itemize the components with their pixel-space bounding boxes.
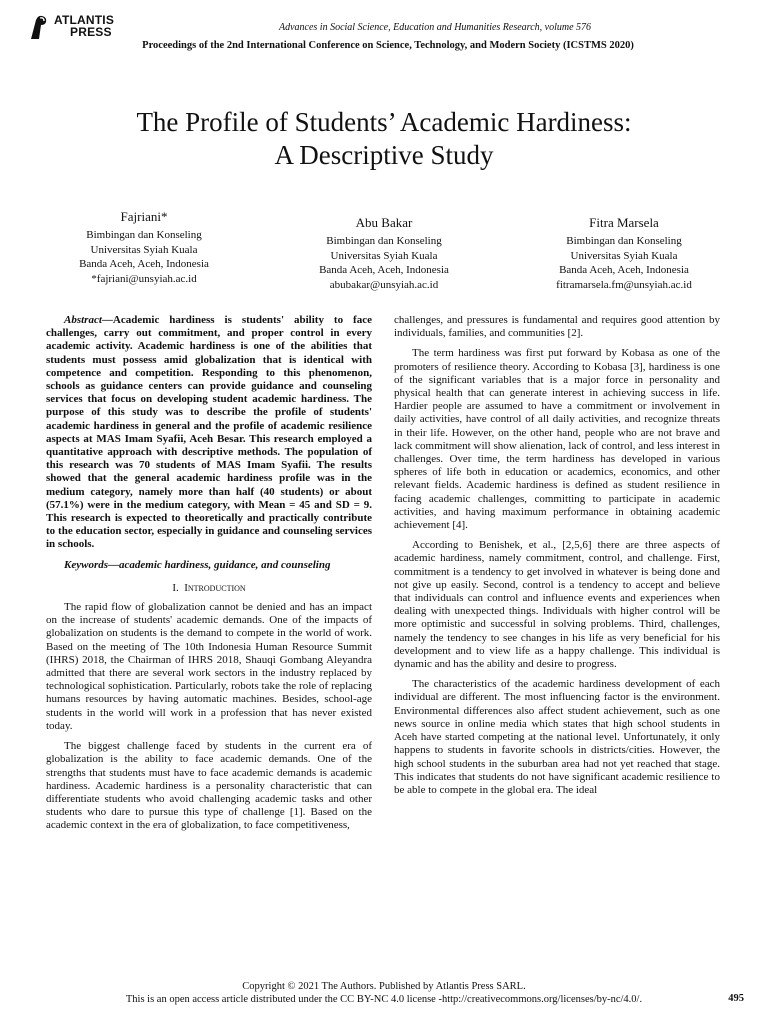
author-email: fitramarsela.fm@unsyiah.ac.id	[556, 278, 692, 291]
author-block	[524, 214, 724, 292]
paragraph: The biggest challenge faced by students in the current era of globalization is the ability to face academic demands. One of the strengths that students must have to face academic demands is academic hardiness. Academic hardiness is a personality characteristic that can differentiate students who avoid challenging academic tasks and other students who dare to pursue this type of challenge [1]. Based on the academic context in the era of globalization, to face competitiveness,	[46, 740, 372, 832]
page-footer	[40, 980, 728, 1006]
section-heading	[46, 582, 372, 595]
author-city: Banda Aceh, Aceh, Indonesia	[319, 264, 449, 276]
abstract	[46, 314, 372, 552]
paper-title	[40, 106, 728, 172]
section-number: I.	[172, 581, 179, 594]
logo-line2: PRESS	[70, 25, 112, 39]
author-name: Abu Bakar	[355, 215, 413, 230]
title-line2: A Descriptive Study	[274, 140, 494, 170]
license-line: This is an open access article distributed under the CC BY-NC 4.0 license -http://creativecommons.org/licenses/by-nc/4.0/.	[125, 994, 643, 1005]
left-column	[46, 314, 372, 840]
author-email: *fajriani@unsyiah.ac.id	[91, 272, 197, 285]
author-name: Fitra Marsela	[589, 215, 659, 230]
page-number: 495	[728, 993, 744, 1004]
atlantis-logo-icon	[28, 14, 50, 40]
logo-text	[54, 14, 114, 38]
paragraph: According to Benishek, et al., [2,5,6] there are three aspects of academic hardiness, namely commitment, control, and challenge. First, commitment is a tendency to get involved in whatever is being done and not give up easily. Second, control is a tendency to accept and believe that individuals can control and influence events and experiences when dealing with unexpected things. Individuals with higher control will be more optimistic and successful in solving problems. Third, challenges, namely the tendency to see changes in his life as very beneficial for his development and to view life as a happy challenge. This individual is dynamic and has the ability and desire to progress.	[394, 539, 720, 671]
author-univ: Universitas Syiah Kuala	[90, 243, 198, 256]
author-city: Banda Aceh, Aceh, Indonesia	[559, 264, 689, 276]
author-city: Banda Aceh, Aceh, Indonesia	[79, 258, 209, 270]
section-title: Introduction	[184, 581, 246, 594]
journal-header: Advances in Social Science, Education and Humanities Research, volume 576	[278, 22, 592, 33]
paragraph: The term hardiness was first put forward by Kobasa as one of the promoters of resilience theory. According to Kobasa [3], hardiness is one of the significant variables that is a major force in personality and physical health that can generate interest in achieving success in life. Hardier people are assumed to have a commitment or involvement in daily activities, have control of all daily activities, and recognize threats in their life. However, on the other hand, people who are not brave and lack commitment will show alienation, lack of control, and less interest in challenges. Over time, the term hardiness has developed in various spheres of life both in education or academics, economics, and other relevant fields. Academic hardiness is defined as student resilience in facing academic challenges, committing to participate in academic activities, and having maximum performance in obtaining academic achievement [4].	[394, 347, 720, 532]
author-name: Fajriani*	[120, 209, 168, 224]
author-dept: Bimbingan dan Konseling	[326, 235, 442, 247]
copyright-line: Copyright © 2021 The Authors. Published by Atlantis Press SARL.	[242, 981, 526, 992]
paragraph: challenges, and pressures is fundamental and requires good attention by individuals, families, and communities [2].	[394, 314, 720, 340]
logo-line1: ATLANTIS	[54, 13, 115, 27]
author-block	[44, 208, 244, 286]
author-block	[284, 214, 484, 292]
right-column	[394, 314, 720, 804]
keywords: Keywords—academic hardiness, guidance, and counseling	[64, 558, 331, 571]
author-univ: Universitas Syiah Kuala	[330, 249, 438, 262]
paragraph: The rapid flow of globalization cannot be denied and has an impact on the increase of students' academic demands. One of the impacts of globalization on students is the demand to compete in the world of work. Based on the meeting of The 10th Indonesia Human Resource Summit (IHRS) 2018, the Chairman of IHRS 2018, Shauqi Gombang Aleyandra admitted that there are several work sectors in the industry replaced by technological sophistication. Particularly, robots take the role of replacing humans resources by having automatic machines. Besides, school-age students in the world will work in a profession that has never existed today.	[46, 601, 372, 732]
abstract-body: —Academic hardiness is students' ability to face challenges, carry out commitment, and proper control in every academic activity. Academic hardiness is one of the abilities that students must possess amid globalization that is identical with competence and competition. Responding to this phenomenon, schools as guidance centers can provide guidance and counseling services that focus on developing student academic hardiness. The purpose of this study was to describe the profile of students' academic hardiness in general and the profile of academic resilience aspects at MAS Imam Syafii, Aceh Besar. This research employed a quantitative approach with descriptive methods. The population of this research was 70 students of MAS Imam Syafii. The results showed that the general academic hardiness profile was in the medium category, namely more than half (40 students) or about (57.1%) were in the medium category, with Mean = 45 and SD = 9. This research is expected to theoretically and practically contribute to the education sector, especially in guidance and counseling services in schools.	[46, 314, 372, 551]
author-dept: Bimbingan dan Konseling	[86, 229, 202, 241]
author-dept: Bimbingan dan Konseling	[566, 235, 682, 247]
abstract-lead: Abstract	[64, 314, 102, 326]
title-line1: The Profile of Students’ Academic Hardiness:	[136, 107, 632, 137]
paragraph: The characteristics of the academic hardiness development of each individual are different. The most influencing factor is the environment. Environmental differences also affect student achievement, such as one news source in online media which states that high school students in Aceh have started competing at the national level. Unfortunately, it only happens to students in favorite schools in districts/cities. However, the high school students in the suburban area had not yet reached that stage. This indicates that students do not have significant academic resilience to be able to compete in the global era. The ideal	[394, 678, 720, 796]
proceedings-header: Proceedings of the 2nd International Conference on Science, Technology, and Modern Society (ICSTMS 2020)	[142, 40, 634, 51]
author-email: abubakar@unsyiah.ac.id	[329, 278, 439, 291]
author-univ: Universitas Syiah Kuala	[570, 249, 678, 262]
